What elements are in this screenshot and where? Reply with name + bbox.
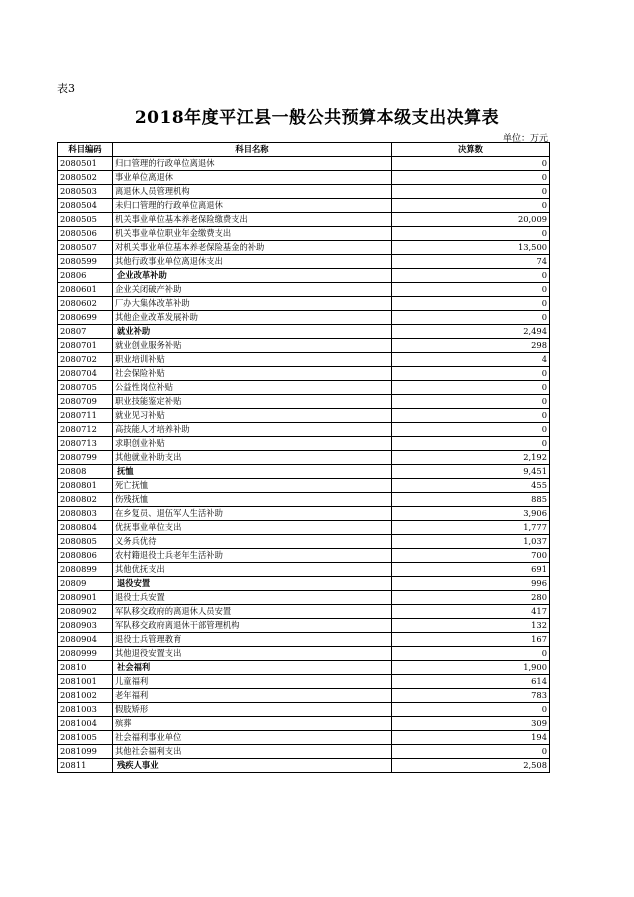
amount-cell: 0 bbox=[392, 409, 550, 423]
code-cell: 2080699 bbox=[58, 311, 113, 325]
page-title: 2018年度平江县一般公共预算本级支出决算表 bbox=[134, 108, 500, 128]
code-cell: 2080702 bbox=[58, 353, 113, 367]
name-cell: 机关事业单位职业年金缴费支出 bbox=[113, 227, 392, 241]
table-row bbox=[58, 605, 550, 619]
code-cell: 2080806 bbox=[58, 549, 113, 563]
name-cell: 军队移交政府的离退休人员安置 bbox=[113, 605, 392, 619]
name-cell: 企业关闭破产补助 bbox=[113, 283, 392, 297]
name-cell: 社会福利 bbox=[113, 661, 392, 675]
table-row bbox=[58, 521, 550, 535]
code-cell: 2080802 bbox=[58, 493, 113, 507]
code-cell: 2080501 bbox=[58, 157, 113, 171]
name-cell: 对机关事业单位基本养老保险基金的补助 bbox=[113, 241, 392, 255]
category-row bbox=[58, 465, 550, 479]
column-header-name: 科目名称 bbox=[113, 143, 392, 157]
table-row bbox=[58, 507, 550, 521]
table-label: 表3 bbox=[57, 82, 75, 95]
amount-cell: 20,009 bbox=[392, 213, 550, 227]
code-cell: 2080999 bbox=[58, 647, 113, 661]
column-header-code: 科目编码 bbox=[58, 143, 113, 157]
name-cell: 农村籍退役士兵老年生活补助 bbox=[113, 549, 392, 563]
amount-cell: 1,900 bbox=[392, 661, 550, 675]
table-header-row bbox=[58, 143, 550, 157]
amount-cell: 132 bbox=[392, 619, 550, 633]
table-row bbox=[58, 591, 550, 605]
table-row bbox=[58, 689, 550, 703]
amount-cell: 9,451 bbox=[392, 465, 550, 479]
table-row bbox=[58, 549, 550, 563]
amount-cell: 691 bbox=[392, 563, 550, 577]
name-cell: 求职创业补贴 bbox=[113, 437, 392, 451]
code-cell: 2081002 bbox=[58, 689, 113, 703]
amount-cell: 0 bbox=[392, 269, 550, 283]
code-cell: 2080801 bbox=[58, 479, 113, 493]
table-row bbox=[58, 745, 550, 759]
name-cell: 殡葬 bbox=[113, 717, 392, 731]
name-cell: 其他就业补助支出 bbox=[113, 451, 392, 465]
amount-cell: 996 bbox=[392, 577, 550, 591]
code-cell: 2081005 bbox=[58, 731, 113, 745]
name-cell: 其他企业改革发展补助 bbox=[113, 311, 392, 325]
table-row bbox=[58, 731, 550, 745]
name-cell: 职业培训补贴 bbox=[113, 353, 392, 367]
amount-cell: 3,906 bbox=[392, 507, 550, 521]
code-cell: 2080602 bbox=[58, 297, 113, 311]
code-cell: 2080902 bbox=[58, 605, 113, 619]
name-cell: 公益性岗位补贴 bbox=[113, 381, 392, 395]
name-cell: 优抚事业单位支出 bbox=[113, 521, 392, 535]
code-cell: 2080711 bbox=[58, 409, 113, 423]
code-cell: 2080601 bbox=[58, 283, 113, 297]
code-cell: 2080901 bbox=[58, 591, 113, 605]
amount-cell: 0 bbox=[392, 423, 550, 437]
column-header-amount: 决算数 bbox=[392, 143, 550, 157]
amount-cell: 1,777 bbox=[392, 521, 550, 535]
amount-cell: 0 bbox=[392, 283, 550, 297]
table-body bbox=[58, 157, 550, 773]
amount-cell: 455 bbox=[392, 479, 550, 493]
amount-cell: 0 bbox=[392, 381, 550, 395]
name-cell: 事业单位离退休 bbox=[113, 171, 392, 185]
amount-cell: 0 bbox=[392, 703, 550, 717]
table-row bbox=[58, 647, 550, 661]
code-cell: 2080701 bbox=[58, 339, 113, 353]
amount-cell: 783 bbox=[392, 689, 550, 703]
name-cell: 职业技能鉴定补贴 bbox=[113, 395, 392, 409]
table-row bbox=[58, 353, 550, 367]
table-row bbox=[58, 409, 550, 423]
amount-cell: 0 bbox=[392, 227, 550, 241]
name-cell: 社会保险补贴 bbox=[113, 367, 392, 381]
name-cell: 就业见习补贴 bbox=[113, 409, 392, 423]
table-row bbox=[58, 717, 550, 731]
code-cell: 2080507 bbox=[58, 241, 113, 255]
name-cell: 其他退役安置支出 bbox=[113, 647, 392, 661]
table-row bbox=[58, 213, 550, 227]
table-row bbox=[58, 311, 550, 325]
name-cell: 假肢矫形 bbox=[113, 703, 392, 717]
code-cell: 2080712 bbox=[58, 423, 113, 437]
code-cell: 20809 bbox=[58, 577, 113, 591]
code-cell: 2081003 bbox=[58, 703, 113, 717]
code-cell: 2081004 bbox=[58, 717, 113, 731]
code-cell: 2080599 bbox=[58, 255, 113, 269]
table-row bbox=[58, 395, 550, 409]
table-row bbox=[58, 479, 550, 493]
amount-cell: 0 bbox=[392, 367, 550, 381]
code-cell: 2080503 bbox=[58, 185, 113, 199]
name-cell: 其他优抚支出 bbox=[113, 563, 392, 577]
amount-cell: 74 bbox=[392, 255, 550, 269]
table-row bbox=[58, 241, 550, 255]
amount-cell: 2,192 bbox=[392, 451, 550, 465]
budget-table bbox=[57, 142, 550, 773]
amount-cell: 194 bbox=[392, 731, 550, 745]
amount-cell: 0 bbox=[392, 745, 550, 759]
name-cell: 其他社会福利支出 bbox=[113, 745, 392, 759]
name-cell: 社会福利事业单位 bbox=[113, 731, 392, 745]
table-row bbox=[58, 423, 550, 437]
amount-cell: 167 bbox=[392, 633, 550, 647]
code-cell: 2081001 bbox=[58, 675, 113, 689]
code-cell: 20811 bbox=[58, 759, 113, 773]
amount-cell: 0 bbox=[392, 171, 550, 185]
code-cell: 2080903 bbox=[58, 619, 113, 633]
name-cell: 儿童福利 bbox=[113, 675, 392, 689]
amount-cell: 0 bbox=[392, 437, 550, 451]
amount-cell: 0 bbox=[392, 395, 550, 409]
table-row bbox=[58, 255, 550, 269]
code-cell: 2080804 bbox=[58, 521, 113, 535]
code-cell: 2080709 bbox=[58, 395, 113, 409]
name-cell: 企业改革补助 bbox=[113, 269, 392, 283]
code-cell: 2081099 bbox=[58, 745, 113, 759]
code-cell: 20807 bbox=[58, 325, 113, 339]
table-row bbox=[58, 451, 550, 465]
code-cell: 2080904 bbox=[58, 633, 113, 647]
amount-cell: 0 bbox=[392, 311, 550, 325]
amount-cell: 13,500 bbox=[392, 241, 550, 255]
code-cell: 2080704 bbox=[58, 367, 113, 381]
code-cell: 2080805 bbox=[58, 535, 113, 549]
name-cell: 就业补助 bbox=[113, 325, 392, 339]
amount-cell: 417 bbox=[392, 605, 550, 619]
amount-cell: 4 bbox=[392, 353, 550, 367]
name-cell: 伤残抚恤 bbox=[113, 493, 392, 507]
code-cell: 20808 bbox=[58, 465, 113, 479]
table-row bbox=[58, 185, 550, 199]
table-row bbox=[58, 563, 550, 577]
category-row bbox=[58, 269, 550, 283]
name-cell: 归口管理的行政单位离退休 bbox=[113, 157, 392, 171]
table-row bbox=[58, 297, 550, 311]
table-row bbox=[58, 283, 550, 297]
amount-cell: 309 bbox=[392, 717, 550, 731]
name-cell: 抚恤 bbox=[113, 465, 392, 479]
amount-cell: 0 bbox=[392, 157, 550, 171]
name-cell: 残疾人事业 bbox=[113, 759, 392, 773]
table-row bbox=[58, 339, 550, 353]
table-row bbox=[58, 437, 550, 451]
table-row bbox=[58, 227, 550, 241]
name-cell: 其他行政事业单位离退休支出 bbox=[113, 255, 392, 269]
name-cell: 死亡抚恤 bbox=[113, 479, 392, 493]
table-row bbox=[58, 633, 550, 647]
name-cell: 军队移交政府离退休干部管理机构 bbox=[113, 619, 392, 633]
name-cell: 老年福利 bbox=[113, 689, 392, 703]
amount-cell: 280 bbox=[392, 591, 550, 605]
name-cell: 退役士兵管理教育 bbox=[113, 633, 392, 647]
amount-cell: 700 bbox=[392, 549, 550, 563]
table-row bbox=[58, 675, 550, 689]
code-cell: 20806 bbox=[58, 269, 113, 283]
name-cell: 未归口管理的行政单位离退休 bbox=[113, 199, 392, 213]
table-row bbox=[58, 535, 550, 549]
amount-cell: 885 bbox=[392, 493, 550, 507]
code-cell: 2080705 bbox=[58, 381, 113, 395]
category-row bbox=[58, 661, 550, 675]
amount-cell: 0 bbox=[392, 199, 550, 213]
name-cell: 在乡复员、退伍军人生活补助 bbox=[113, 507, 392, 521]
code-cell: 2080799 bbox=[58, 451, 113, 465]
table-row bbox=[58, 703, 550, 717]
category-row bbox=[58, 577, 550, 591]
table-row bbox=[58, 493, 550, 507]
category-row bbox=[58, 325, 550, 339]
name-cell: 退役士兵安置 bbox=[113, 591, 392, 605]
name-cell: 退役安置 bbox=[113, 577, 392, 591]
table-row bbox=[58, 367, 550, 381]
amount-cell: 2,508 bbox=[392, 759, 550, 773]
table-row bbox=[58, 619, 550, 633]
name-cell: 离退休人员管理机构 bbox=[113, 185, 392, 199]
code-cell: 2080504 bbox=[58, 199, 113, 213]
unit-label: 单位：万元 bbox=[502, 134, 548, 144]
amount-cell: 614 bbox=[392, 675, 550, 689]
table-row bbox=[58, 199, 550, 213]
amount-cell: 1,037 bbox=[392, 535, 550, 549]
amount-cell: 0 bbox=[392, 647, 550, 661]
code-cell: 20810 bbox=[58, 661, 113, 675]
table-row bbox=[58, 157, 550, 171]
name-cell: 机关事业单位基本养老保险缴费支出 bbox=[113, 213, 392, 227]
name-cell: 高技能人才培养补助 bbox=[113, 423, 392, 437]
amount-cell: 0 bbox=[392, 297, 550, 311]
code-cell: 2080899 bbox=[58, 563, 113, 577]
table-row bbox=[58, 171, 550, 185]
category-row bbox=[58, 759, 550, 773]
code-cell: 2080803 bbox=[58, 507, 113, 521]
name-cell: 义务兵优待 bbox=[113, 535, 392, 549]
name-cell: 厂办大集体改革补助 bbox=[113, 297, 392, 311]
amount-cell: 2,494 bbox=[392, 325, 550, 339]
amount-cell: 298 bbox=[392, 339, 550, 353]
name-cell: 就业创业服务补贴 bbox=[113, 339, 392, 353]
table-row bbox=[58, 381, 550, 395]
code-cell: 2080505 bbox=[58, 213, 113, 227]
code-cell: 2080502 bbox=[58, 171, 113, 185]
amount-cell: 0 bbox=[392, 185, 550, 199]
code-cell: 2080713 bbox=[58, 437, 113, 451]
code-cell: 2080506 bbox=[58, 227, 113, 241]
